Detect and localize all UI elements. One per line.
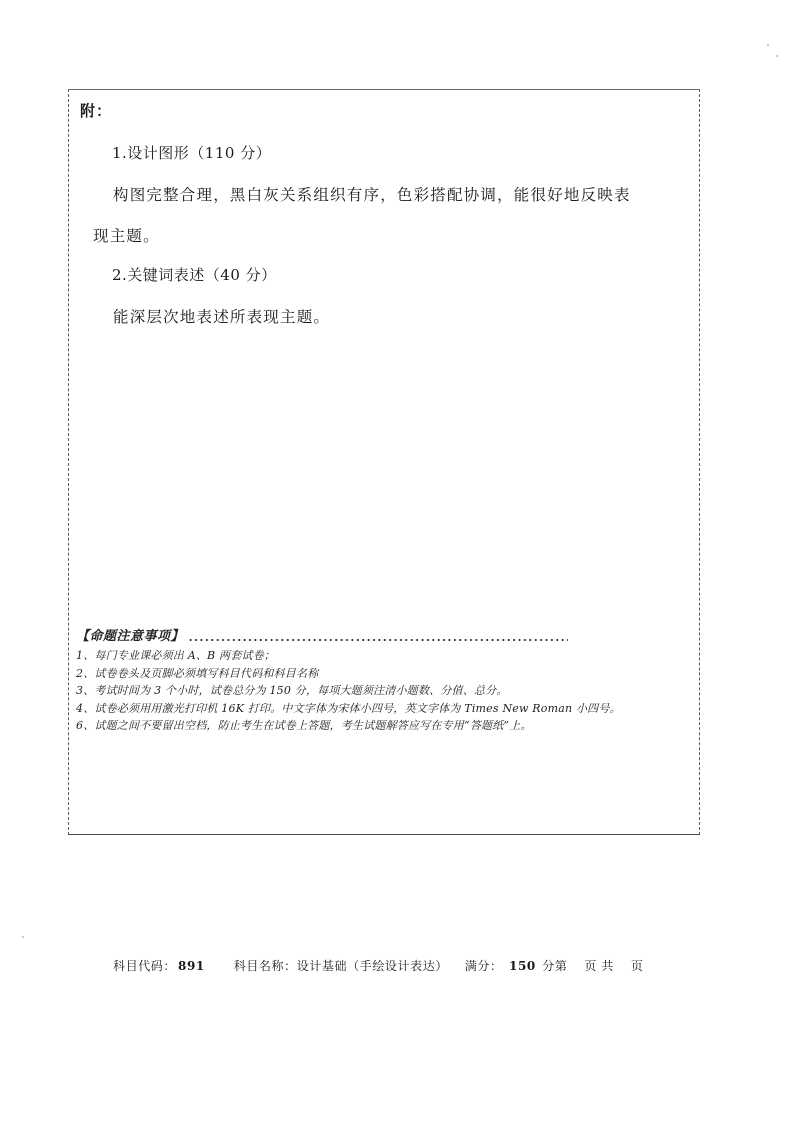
scan-speck <box>776 55 778 57</box>
full-score-unit: 分 <box>542 959 555 973</box>
scan-speck <box>22 936 24 938</box>
note-item: 1、每门专业课必须出 A、B 两套试卷； <box>76 649 276 662</box>
notes-header-text: 【命题注意事项】 <box>76 629 185 645</box>
page-prefix: 第 <box>554 959 568 973</box>
subject-name-value: 设计基础（手绘设计表达） <box>296 959 448 973</box>
section-2-body-line-1: 能深层次地表述所表现主题。 <box>113 308 331 326</box>
section-1-body-line-1: 构图完整合理，黑白灰关系组织有序，色彩搭配协调，能很好地反映表 <box>113 186 631 204</box>
page-mid: 页 共 <box>584 959 614 973</box>
full-score-value: 150 <box>509 959 536 973</box>
full-score-label: 满分： <box>464 959 503 973</box>
dotted-leader <box>188 638 568 642</box>
section-1-title: 1.设计图形（110 分） <box>112 144 272 162</box>
scan-speck <box>767 44 769 46</box>
subject-code-label: 科目代码： <box>113 959 177 973</box>
page-footer <box>113 957 643 974</box>
section-2-title: 2.关键词表述（40 分） <box>112 266 277 284</box>
subject-name-label: 科目名称： <box>233 959 297 973</box>
exam-notes <box>76 627 696 735</box>
appendix-label: 附： <box>80 102 113 120</box>
subject-code-value: 891 <box>178 959 205 973</box>
note-item: 3、考试时间为 3 个小时，试卷总分为 150 分，每项大题须注清小题数、分值、总分。 <box>76 684 508 697</box>
note-item: 4、试卷必须用用激光打印机 16K 打印。中文字体为宋体小四号，英文字体为 Times New Roman 小四号。 <box>76 701 621 715</box>
page-suffix: 页 <box>630 959 644 973</box>
notes-header <box>76 627 696 647</box>
note-item: 6、试题之间不要留出空档，防止考生在试卷上答题，考生试题解答应写在专用“答题纸”上。 <box>76 719 532 732</box>
note-item: 2、试卷卷头及页脚必须填写科目代码和科目名称 <box>76 666 319 680</box>
section-1-body-line-2: 现主题。 <box>93 227 160 245</box>
